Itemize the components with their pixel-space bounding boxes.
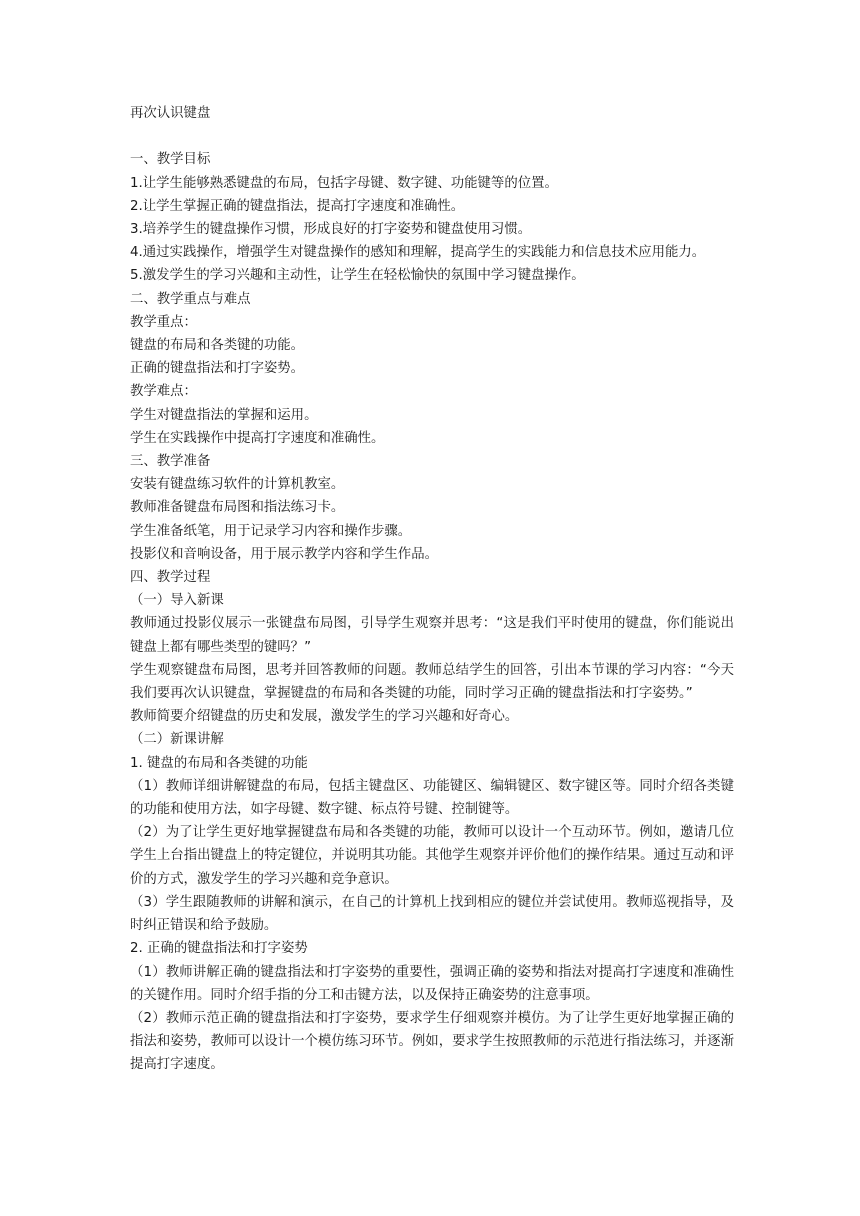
paragraph: 四、教学过程 xyxy=(130,570,211,586)
paragraph: （1）教师讲解正确的键盘指法和打字姿势的重要性，强调正确的姿势和指法对提高打字速度和准确性的关键作用。同时介绍手指的分工和击键方法，以及保持正确姿势的注意事项。 xyxy=(130,964,734,1003)
paragraph: 键盘的布局和各类键的功能。 xyxy=(130,338,305,354)
paragraph: 1. 键盘的布局和各类键的功能 xyxy=(130,755,308,771)
paragraph: 二、教学重点与难点 xyxy=(130,291,251,307)
paragraph: （3）学生跟随教师的讲解和演示，在自己的计算机上找到相应的键位并尝试使用。教师巡视指导，及时纠正错误和给予鼓励。 xyxy=(130,894,734,934)
paragraph: 5.激发学生的学习兴趣和主动性，让学生在轻松愉快的氛围中学习键盘操作。 xyxy=(130,268,585,284)
paragraph-list xyxy=(130,148,734,1076)
paragraph: 学生观察键盘布局图，思考并回答教师的问题。教师总结学生的回答，引出本节课的学习内容：“今天我们要再次认识键盘，掌握键盘的布局和各类键的功能，同时学习正确的键盘指法和打字姿势。” xyxy=(130,662,734,702)
paragraph: （1）教师详细讲解键盘的布局，包括主键盘区、功能键区、编辑键区、数字键区等。同时介绍各类键的功能和使用方法，如字母键、数字键、标点符号键、控制键等。 xyxy=(130,778,734,818)
paragraph: 一、教学目标 xyxy=(130,152,211,168)
paragraph: 教师准备键盘布局图和指法练习卡。 xyxy=(130,500,345,516)
paragraph: 2. 正确的键盘指法和打字姿势 xyxy=(130,941,308,957)
paragraph: 2.让学生掌握正确的键盘指法，提高打字速度和准确性。 xyxy=(130,198,465,214)
paragraph: （二）新课讲解 xyxy=(130,732,224,748)
paragraph: 学生在实践操作中提高打字速度和准确性。 xyxy=(130,430,385,446)
paragraph: 三、教学准备 xyxy=(130,454,211,470)
paragraph: 正确的键盘指法和打字姿势。 xyxy=(130,361,305,377)
paragraph: （一）导入新课 xyxy=(130,593,224,609)
paragraph: 4.通过实践操作，增强学生对键盘操作的感知和理解，提高学生的实践能力和信息技术应用能力。 xyxy=(130,245,706,261)
paragraph: （2）教师示范正确的键盘指法和打字姿势，要求学生仔细观察并模仿。为了让学生更好地掌握正确的指法和姿势，教师可以设计一个模仿练习环节。例如，要求学生按照教师的示范进行指法练习，并逐渐提高打字速度。 xyxy=(130,1010,734,1073)
paragraph: 教学难点： xyxy=(130,384,197,400)
paragraph: （2）为了让学生更好地掌握键盘布局和各类键的功能，教师可以设计一个互动环节。例如，邀请几位学生上台指出键盘上的特定键位，并说明其功能。其他学生观察并评价他们的操作结果。通过互动和评价的方式，激发学生的学习兴趣和竞争意识。 xyxy=(130,825,734,887)
paragraph: 学生对键盘指法的掌握和运用。 xyxy=(130,407,318,423)
paragraph: 安装有键盘练习软件的计算机教室。 xyxy=(130,477,345,493)
paragraph: 投影仪和音响设备，用于展示教学内容和学生作品。 xyxy=(130,546,438,562)
paragraph: 教学重点： xyxy=(130,314,197,330)
document-title: 再次认识键盘 xyxy=(130,106,211,121)
document-body xyxy=(130,102,734,1077)
paragraph: 3.培养学生的键盘操作习惯，形成良好的打字姿势和键盘使用习惯。 xyxy=(130,222,532,237)
paragraph: 教师简要介绍键盘的历史和发展，激发学生的学习兴趣和好奇心。 xyxy=(130,709,519,725)
paragraph: 教师通过投影仪展示一张键盘布局图，引导学生观察并思考：“这是我们平时使用的键盘，你们能说出键盘上都有哪些类型的键吗？” xyxy=(130,616,734,655)
paragraph: 学生准备纸笔，用于记录学习内容和操作步骤。 xyxy=(130,523,412,539)
paragraph: 1.让学生能够熟悉键盘的布局，包括字母键、数字键、功能键等的位置。 xyxy=(130,175,558,191)
